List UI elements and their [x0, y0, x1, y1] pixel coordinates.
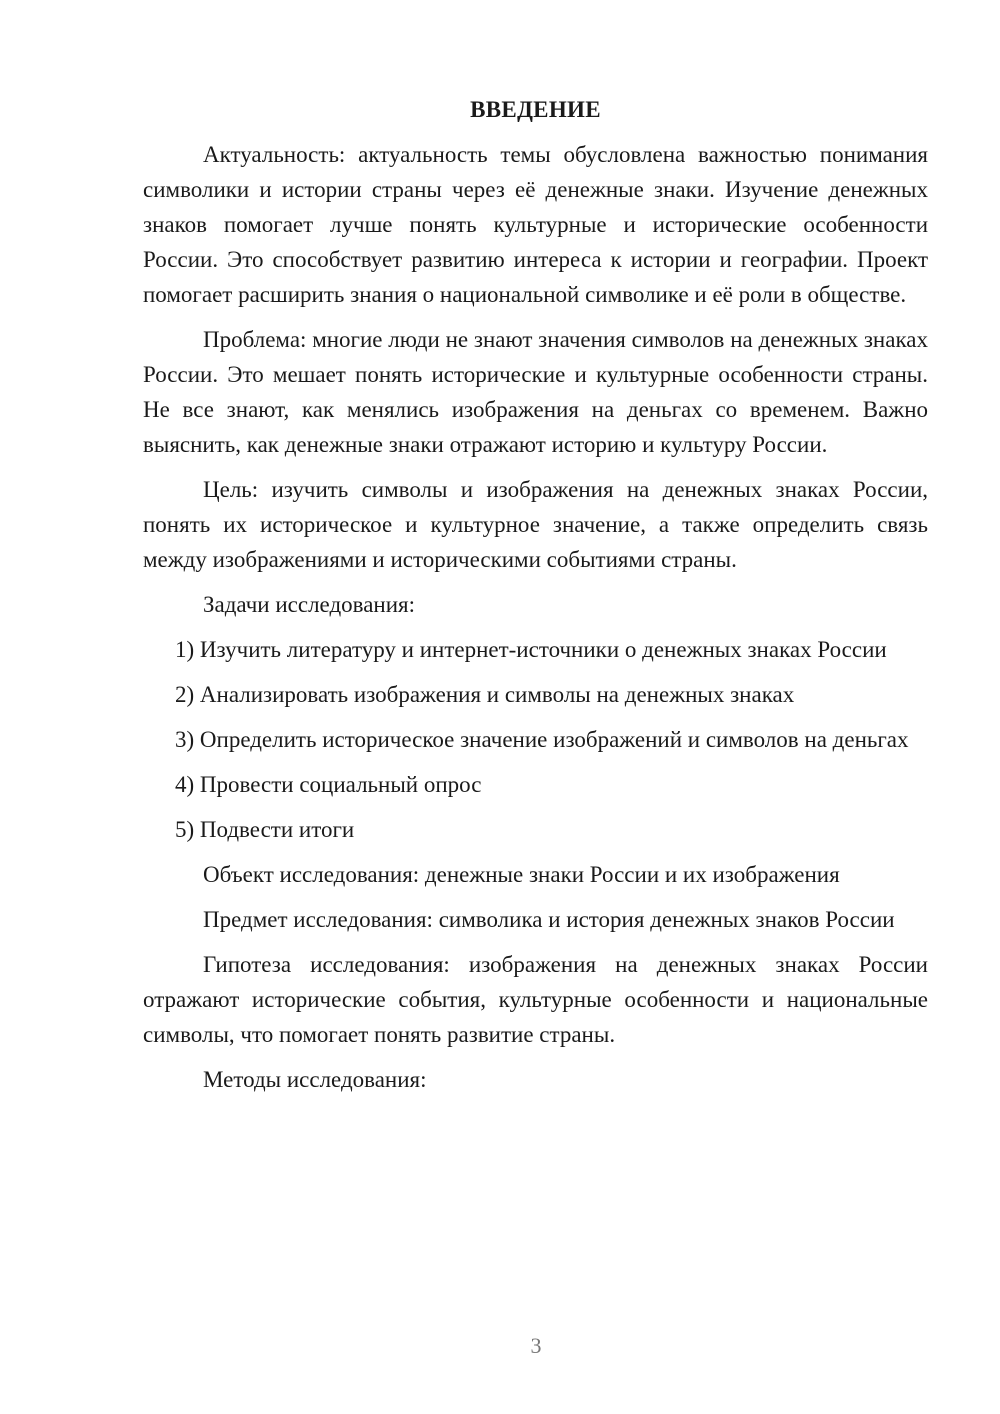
relevance-paragraph: Актуальность: актуальность темы обусловлена важностью понимания символики и истории страны через её денежные знаки. Изучение денежных знаков помогает лучше понять культурные и исторические особенности России. Это способствует развитию интереса к истории и географии. Проект помогает расширить знания о национальной символике и её роли в обществе. — [143, 142, 928, 307]
object-paragraph: Объект исследования: денежные знаки России и их изображения — [203, 862, 840, 887]
section-title: ВВЕДЕНИЕ — [470, 97, 601, 122]
page-number: 3 — [530, 1333, 542, 1358]
document-page — [143, 92, 928, 1097]
problem-paragraph: Проблема: многие люди не знают значения символов на денежных знаках России. Это мешает понять исторические и культурные особенности страны. Не все знают, как менялись изображения на деньгах со временем. Важно выяснить, как денежные знаки отражают историю и культуру России. — [143, 327, 928, 457]
tasks-heading: Задачи исследования: — [203, 592, 416, 617]
task-item-4: 4) Провести социальный опрос — [175, 772, 482, 797]
hypothesis-paragraph: Гипотеза исследования: изображения на денежных знаках России отражают исторические события, культурные особенности и национальные символы, что помогает понять развитие страны. — [143, 952, 928, 1047]
subject-paragraph: Предмет исследования: символика и история денежных знаков России — [203, 907, 895, 932]
task-item-3: 3) Определить историческое значение изображений и символов на деньгах — [175, 727, 909, 752]
goal-paragraph: Цель: изучить символы и изображения на денежных знаках России, понять их историческое и культурное значение, а также определить связь между изображениями и историческими событиями страны. — [143, 477, 928, 572]
task-item-2: 2) Анализировать изображения и символы на денежных знаках — [175, 682, 795, 707]
task-item-1: 1) Изучить литературу и интернет-источники о денежных знаках России — [175, 637, 887, 662]
task-item-5: 5) Подвести итоги — [175, 817, 355, 842]
methods-heading: Методы исследования: — [203, 1067, 427, 1092]
